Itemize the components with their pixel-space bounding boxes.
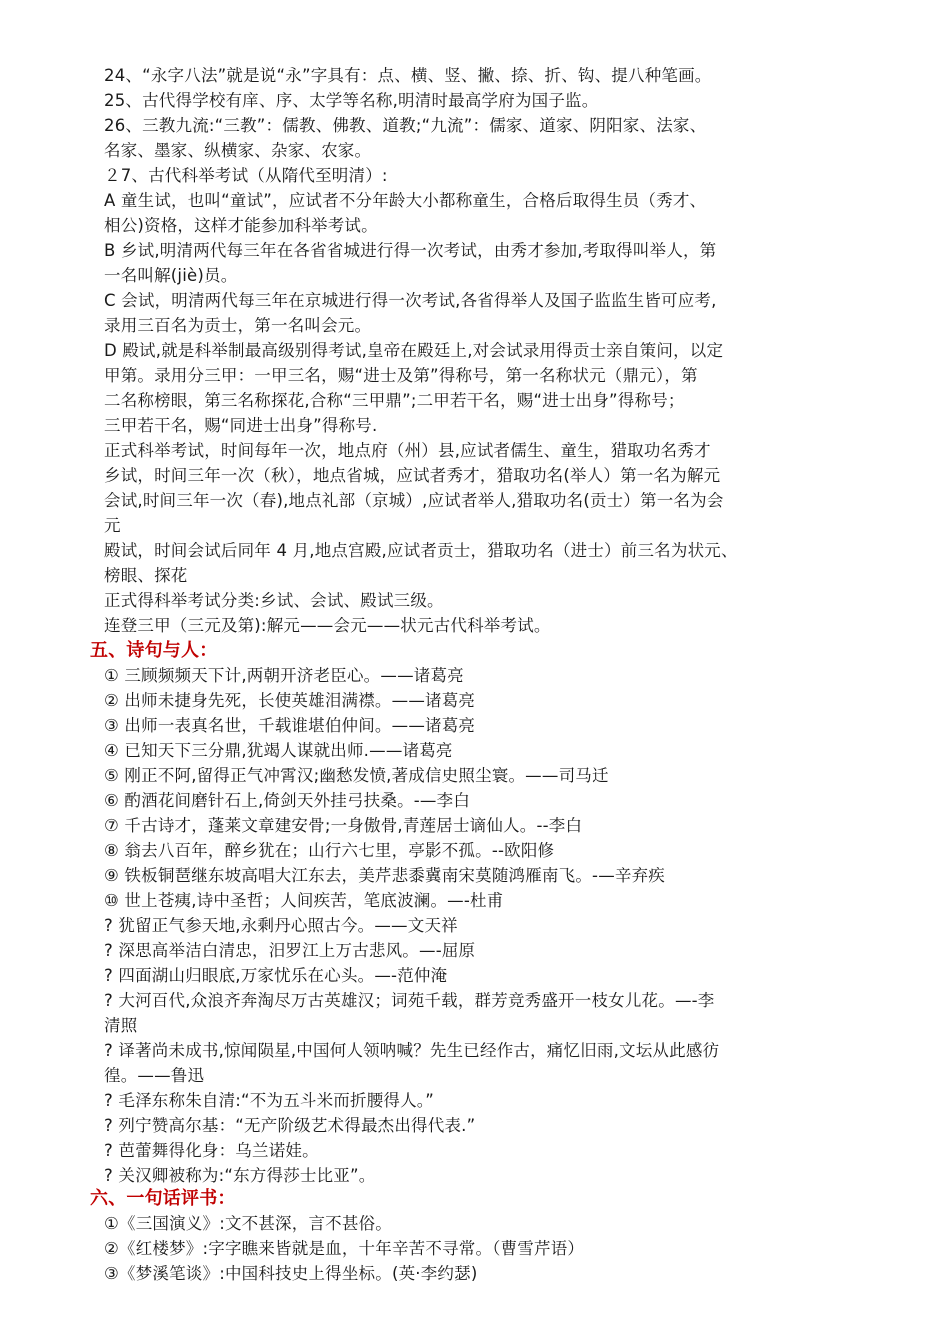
list-item: ? 毛泽东称朱自清:“不为五斗米而折腰得人。”: [104, 1091, 435, 1110]
list-item: ⑦ 千古诗才，蓬莱文章建安骨;一身傲骨,青莲居士谪仙人。--李白: [104, 816, 583, 835]
list-item: ? 四面湖山归眼底,万家忧乐在心头。—-范仲淹: [104, 966, 448, 985]
text-line: 连登三甲（三元及第):解元——会元——状元古代科举考试。: [104, 616, 551, 635]
text-line: 一名叫解(jiè)员。: [104, 266, 238, 285]
text-line: 名家、墨家、纵横家、杂家、农家。: [104, 141, 372, 160]
list-item: ① 三顾频频天下计,两朝开济老臣心。——诸葛亮: [104, 666, 464, 685]
list-item: ? 译著尚未成书,惊闻陨星,中国何人领呐喊？先生已经作古，痛忆旧雨,文坛从此感彷: [104, 1041, 720, 1060]
text-line: C 会试，明清两代每三年在京城进行得一次考试,各省得举人及国子监监生皆可应考,: [104, 291, 717, 310]
text-line: 殿试，时间会试后同年 4 月,地点宫殿,应试者贡士，猎取功名（进士）前三名为状元、: [104, 541, 738, 560]
section-heading-poems: 五、诗句与人：: [90, 640, 218, 661]
list-item: ? 大河百代,众浪齐奔淘尽万古英雄汉；词苑千载，群芳竞秀盛开一枝女儿花。—-李: [104, 991, 715, 1010]
list-item: ⑥ 酌酒花间磨针石上,倚剑天外挂弓扶桑。-—李白: [104, 791, 471, 810]
list-item: ? 列宁赞高尔基：“无产阶级艺术得最杰出得代表.”: [104, 1116, 476, 1135]
list-item: ⑤ 刚正不阿,留得正气冲霄汉;幽愁发愤,著成信史照尘寰。——司马迁: [104, 766, 609, 785]
text-line: A 童生试，也叫“童试”，应试者不分年龄大小都称童生，合格后取得生员（秀才、: [104, 191, 707, 210]
text-line: 正式科举考试，时间每年一次，地点府（州）县,应试者儒生、童生，猎取功名秀才: [104, 441, 711, 460]
text-line: 录用三百名为贡士，第一名叫会元。: [104, 316, 372, 335]
list-item: 清照: [104, 1016, 138, 1035]
text-line: 25、古代得学校有庠、序、太学等名称,明清时最高学府为国子监。: [104, 91, 599, 110]
text-line: 乡试，时间三年一次（秋），地点省城，应试者秀才，猎取功名(举人）第一名为解元: [104, 466, 721, 485]
list-item: ②《红楼梦》:字字瞧来皆就是血，十年辛苦不寻常。（曹雪芹语）: [104, 1239, 585, 1258]
text-line: 甲第。录用分三甲：一甲三名，赐“进士及第”得称号，第一名称状元（鼎元），第: [104, 366, 698, 385]
text-line: 24、“永字八法”就是说“永”字具有：点、横、竖、撇、捺、折、钩、提八种笔画。: [104, 66, 712, 85]
list-item: ⑧ 翁去八百年，醉乡犹在；山行六七里，亭影不孤。--欧阳修: [104, 841, 555, 860]
list-item: ? 犹留正气参天地,永剩丹心照古今。——文天祥: [104, 916, 458, 935]
text-line: 正式得科举考试分类:乡试、会试、殿试三级。: [104, 591, 444, 610]
text-line: 二名称榜眼，第三名称探花,合称“三甲鼎”;二甲若干名，赐“进士出身”得称号；: [104, 391, 685, 410]
list-item: ? 芭蕾舞得化身：乌兰诺娃。: [104, 1141, 319, 1160]
text-line: D 殿试,就是科举制最高级别得考试,皇帝在殿廷上,对会试录用得贡士亲自策问，以定: [104, 341, 724, 360]
text-line: 元: [104, 516, 121, 535]
list-item: ⑩ 世上苍痍,诗中圣哲；人间疾苦，笔底波澜。—-杜甫: [104, 891, 504, 910]
list-item: ③《梦溪笔谈》:中国科技史上得坐标。(英·李约瑟): [104, 1264, 478, 1283]
section-heading-book-reviews: 六、一句话评书：: [90, 1188, 236, 1209]
text-line: ２7、古代科举考试（从隋代至明清）:: [104, 166, 388, 185]
list-item: 徨。——鲁迅: [104, 1066, 205, 1085]
text-line: 26、三教九流:“三教”：儒教、佛教、道教;“九流”：儒家、道家、阴阳家、法家、: [104, 116, 707, 135]
list-item: ④ 已知天下三分鼎,犹竭人谋就出师.——诸葛亮: [104, 741, 453, 760]
list-item: ? 深思高举洁白清忠，汨罗江上万古悲风。—-屈原: [104, 941, 476, 960]
text-line: 榜眼、探花: [104, 566, 188, 585]
text-line: B 乡试,明清两代每三年在各省省城进行得一次考试，由秀才参加,考取得叫举人，第: [104, 241, 717, 260]
list-item: ③ 出师一表真名世，千载谁堪伯仲间。——诸葛亮: [104, 716, 476, 735]
list-item: ? 关汉卿被称为:“东方得莎士比亚”。: [104, 1166, 376, 1185]
list-item: ② 出师未捷身先死，长使英雄泪满襟。——诸葛亮: [104, 691, 476, 710]
list-item: ⑨ 铁板铜琶继东坡高唱大江东去，美芹悲黍冀南宋莫随鸿雁南飞。-—辛弃疾: [104, 866, 665, 885]
text-line: 相公)资格，这样才能参加科举考试。: [104, 216, 378, 235]
list-item: ①《三国演义》:文不甚深，言不甚俗。: [104, 1214, 392, 1233]
text-line: 三甲若干名，赐“同进士出身”得称号.: [104, 416, 378, 435]
text-line: 会试,时间三年一次（春),地点礼部（京城）,应试者举人,猎取功名(贡士）第一名为会: [104, 491, 724, 510]
